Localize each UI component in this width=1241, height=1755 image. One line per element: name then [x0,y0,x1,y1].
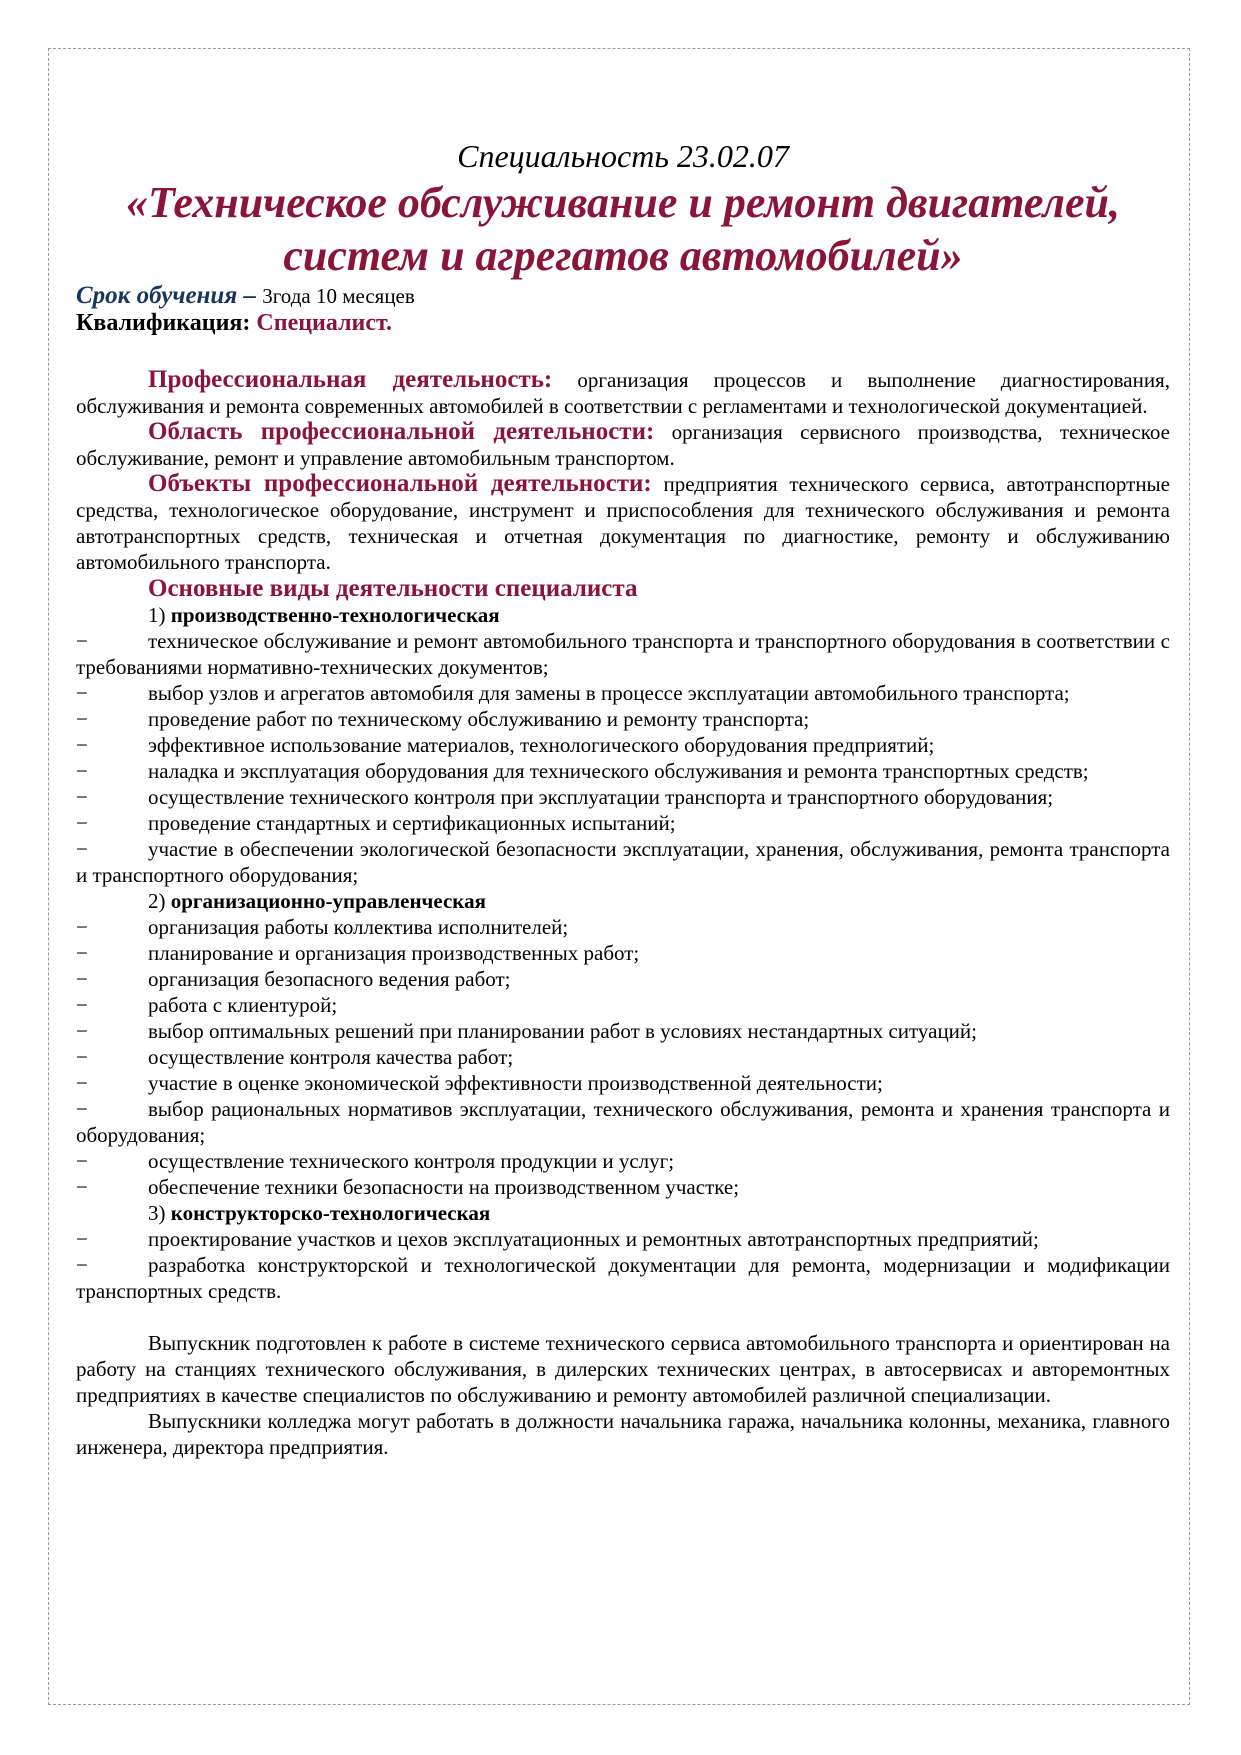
activities-title: Основные виды деятельности специалиста [148,575,638,602]
list-item [76,1070,1170,1096]
specialty-line: Специальность 23.02.07 [457,138,789,174]
activity-group-number: 2) [148,889,171,913]
dash-bullet: − [76,967,88,991]
activity-group-heading [148,888,1170,914]
dash-bullet: − [76,837,88,861]
list-item [76,1174,1170,1200]
study-term-value: 3года 10 месяцев [262,284,415,308]
list-item-text: выбор оптимальных решений при планировании работ в условиях нестандартных ситуаций; [148,1019,977,1043]
dash-bullet: − [76,915,88,939]
dash-bullet: − [76,1149,88,1173]
list-item [76,836,1170,888]
activity-items [76,628,1170,888]
list-item-text: осуществление технического контроля продукции и услуг; [148,1149,675,1173]
list-item [76,784,1170,810]
dash-bullet: − [76,759,88,783]
list-item-text: осуществление технического контроля при эксплуатации транспорта и транспортного оборудования; [148,785,1054,809]
activity-group-number: 3) [148,1201,171,1225]
list-item-text: эффективное использование материалов, технологического оборудования предприятий; [148,733,935,757]
study-term [76,282,1170,310]
list-item [76,680,1170,706]
paragraph-text: организация сервисного производства, техническое обслуживание, ремонт и управление автомобильным транспортом. [76,420,1170,470]
list-item [76,966,1170,992]
list-item [76,1018,1170,1044]
paragraph-heading: Профессиональная деятельность: [148,366,553,393]
list-item-text: проведение стандартных и сертификационных испытаний; [148,811,676,835]
activity-group-name: конструкторско-технологическая [170,1201,491,1225]
list-item-text: проектирование участков и цехов эксплуатационных и ремонтных автотранспортных предприятий; [148,1227,1039,1251]
list-item-text: проведение работ по техническому обслуживанию и ремонту транспорта; [148,707,810,731]
dash-bullet: − [76,1227,88,1251]
list-item-text: организация работы коллектива исполнителей; [148,915,569,939]
list-item [76,1044,1170,1070]
closing-paragraph: Выпускники колледжа могут работать в должности начальника гаража, начальника колонны, механика, главного инженера, директора предприятия. [76,1409,1170,1459]
document-page [76,136,1170,1460]
closing-paragraph: Выпускник подготовлен к работе в системе технического сервиса автомобильного транспорта и ориентирован на работу на станциях технического обслуживания, в дилерских технических центрах, в автосервисах и авторемонтных предприятиях в качестве специалистов по обслуживанию и ремонту автомобилей различной специализации. [76,1331,1170,1407]
dash-bullet: − [76,629,88,653]
dash-bullet: − [76,941,88,965]
dash-bullet: − [76,1071,88,1095]
document-title: «Техническое обслуживание и ремонт двигателей, систем и агрегатов автомобилей» [126,178,1120,280]
list-item-text: работа с клиентурой; [148,993,338,1017]
list-item-text: техническое обслуживание и ремонт автомобильного транспорта и транспортного оборудования в соответствии с требованиями нормативно-технических документов; [76,629,1170,679]
activity-group-number: 1) [148,603,171,627]
list-item [76,1252,1170,1304]
qualification-value: Специалист. [256,310,393,336]
list-item [76,992,1170,1018]
list-item-text: участие в оценке экономической эффективности производственной деятельности; [148,1071,883,1095]
qualification [76,310,1170,337]
list-item [76,940,1170,966]
list-item-text: организация безопасного ведения работ; [148,967,511,991]
paragraph-text: организация процессов и выполнение диагностирования, обслуживания и ремонта современных автомобилей в соответствии с регламентами и технологической документацией. [76,368,1170,418]
activity-group-heading [148,602,1170,628]
list-item-text: разработка конструкторской и технологической документации для ремонта, модернизации и модификации транспортных средств. [76,1253,1170,1303]
list-item-text: осуществление контроля качества работ; [148,1045,514,1069]
study-term-label: Срок обучения – [76,282,263,309]
list-item [76,1096,1170,1148]
activity-group-name: организационно-управленческая [170,889,486,913]
dash-bullet: − [76,1045,88,1069]
dash-bullet: − [76,681,88,705]
activity-items [76,1226,1170,1304]
list-item [76,1148,1170,1174]
list-item [76,732,1170,758]
paragraph-text: предприятия технического сервиса, автотранспортные средства, технологическое оборудование, инструмент и приспособления для технического обслуживания и ремонта автотранспортных средств, техническая и отчетная документация по диагностике, ремонту и обслуживанию автомобильного транспорта. [76,472,1170,574]
dash-bullet: − [76,1019,88,1043]
paragraph-professional-activity [76,367,1170,419]
list-item [76,628,1170,680]
dash-bullet: − [76,811,88,835]
dash-bullet: − [76,1175,88,1199]
list-item-text: обеспечение техники безопасности на производственном участке; [148,1175,740,1199]
list-item-text: планирование и организация производственных работ; [148,941,640,965]
dash-bullet: − [76,785,88,809]
qualification-label: Квалификация: [76,310,257,336]
list-item-text: наладка и эксплуатация оборудования для технического обслуживания и ремонта транспортных средств; [148,759,1089,783]
activity-group-heading [148,1200,1170,1226]
activity-items [76,914,1170,1200]
paragraph-heading: Объекты профессиональной деятельности: [148,470,652,497]
list-item [76,706,1170,732]
paragraph-activity-objects [76,471,1170,575]
list-item-text: выбор рациональных нормативов эксплуатации, технического обслуживания, ремонта и хранения транспорта и оборудования; [76,1097,1170,1147]
list-item [76,1226,1170,1252]
list-item [76,914,1170,940]
dash-bullet: − [76,707,88,731]
paragraph-activity-area [76,419,1170,471]
list-item-text: участие в обеспечении экологической безопасности эксплуатации, хранения, обслуживания, ремонта транспорта и транспортного оборудования; [76,837,1170,887]
dash-bullet: − [76,993,88,1017]
paragraph-heading: Область профессиональной деятельности: [148,418,655,445]
dash-bullet: − [76,733,88,757]
list-item [76,758,1170,784]
list-item-text: выбор узлов и агрегатов автомобиля для замены в процессе эксплуатации автомобильного транспорта; [148,681,1070,705]
dash-bullet: − [76,1097,88,1121]
activity-group-name: производственно-технологическая [170,603,500,627]
list-item [76,810,1170,836]
dash-bullet: − [76,1253,88,1277]
activities-list [76,602,1170,1304]
